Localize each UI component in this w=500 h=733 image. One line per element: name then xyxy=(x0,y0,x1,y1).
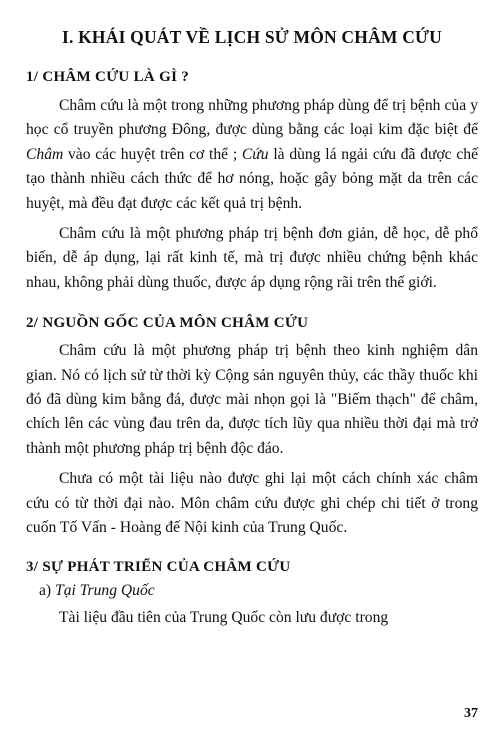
paragraph-benefits: Châm cứu là một phương pháp trị bệnh đơn giản, dễ học, dễ phổ biến, dễ áp dụng, lại rất kinh tế, mà trị được nhiều chứng bệnh khác nhau, không phải dùng thuốc, được áp dụng rộng rãi trên thế giới. xyxy=(26,225,478,291)
paragraph-text: vào các huyệt trên cơ thể ; xyxy=(63,145,242,163)
chapter-title: I. KHÁI QUÁT VỀ LỊCH SỬ MÔN CHÂM CỨU xyxy=(61,27,443,47)
paragraph-origin: Châm cứu là một phương pháp trị bệnh theo kinh nghiệm dân gian. Nó có lịch sử từ thời kỳ Cộng sản nguyên thủy, các thầy thuốc khi đó đã dùng kim bằng đá, được mài nhọn gọi là "Biếm thạch" để châm, chích lên các vùng đau trên da, được tích lũy qua nhiều thời đại mà trở thành một phương pháp trị bệnh độc đáo. xyxy=(26,342,478,457)
paragraph-text: là dùng lá ngải cứu đã được chế tạo thành nhiều cách thức để hơ nóng, hoặc gây bỏng mặt da trên các huyệt, mà đều đạt được các kết quả trị bệnh. xyxy=(26,145,478,212)
section-heading-3: 3/ SỰ PHÁT TRIỂN CỦA CHÂM CỨU xyxy=(26,558,291,575)
section-heading-2: 2/ NGUỒN GỐC CỦA MÔN CHÂM CỨU xyxy=(26,315,309,332)
paragraph-definition xyxy=(26,94,478,216)
paragraph-china-start: Tài liệu đầu tiên của Trung Quốc còn lưu được trong xyxy=(59,608,389,626)
subheading-prefix: a) xyxy=(39,581,56,599)
paragraph-records: Chưa có một tài liệu nào được ghi lại một cách chính xác châm cứu có từ thời đại nào. Môn châm cứu được ghi chép chi tiết ở trong cuốn Tố Vấn - Hoàng đế Nội kinh của Trung Quốc. xyxy=(26,470,478,537)
italic-term-cuu: Cứu xyxy=(241,145,269,163)
paragraph-text: Châm cứu là một trong những phương pháp dùng để trị bệnh của y học cổ truyền phương Đông, được dùng bằng các loại kim đặc biệt để xyxy=(26,97,478,139)
subheading-china xyxy=(26,582,478,600)
page-number: 37 xyxy=(464,706,478,721)
subheading-title: Tại Trung Quốc xyxy=(55,581,155,599)
italic-term-cham: Châm xyxy=(26,145,64,163)
section-heading-1: 1/ CHÂM CỨU LÀ GÌ ? xyxy=(26,69,190,85)
